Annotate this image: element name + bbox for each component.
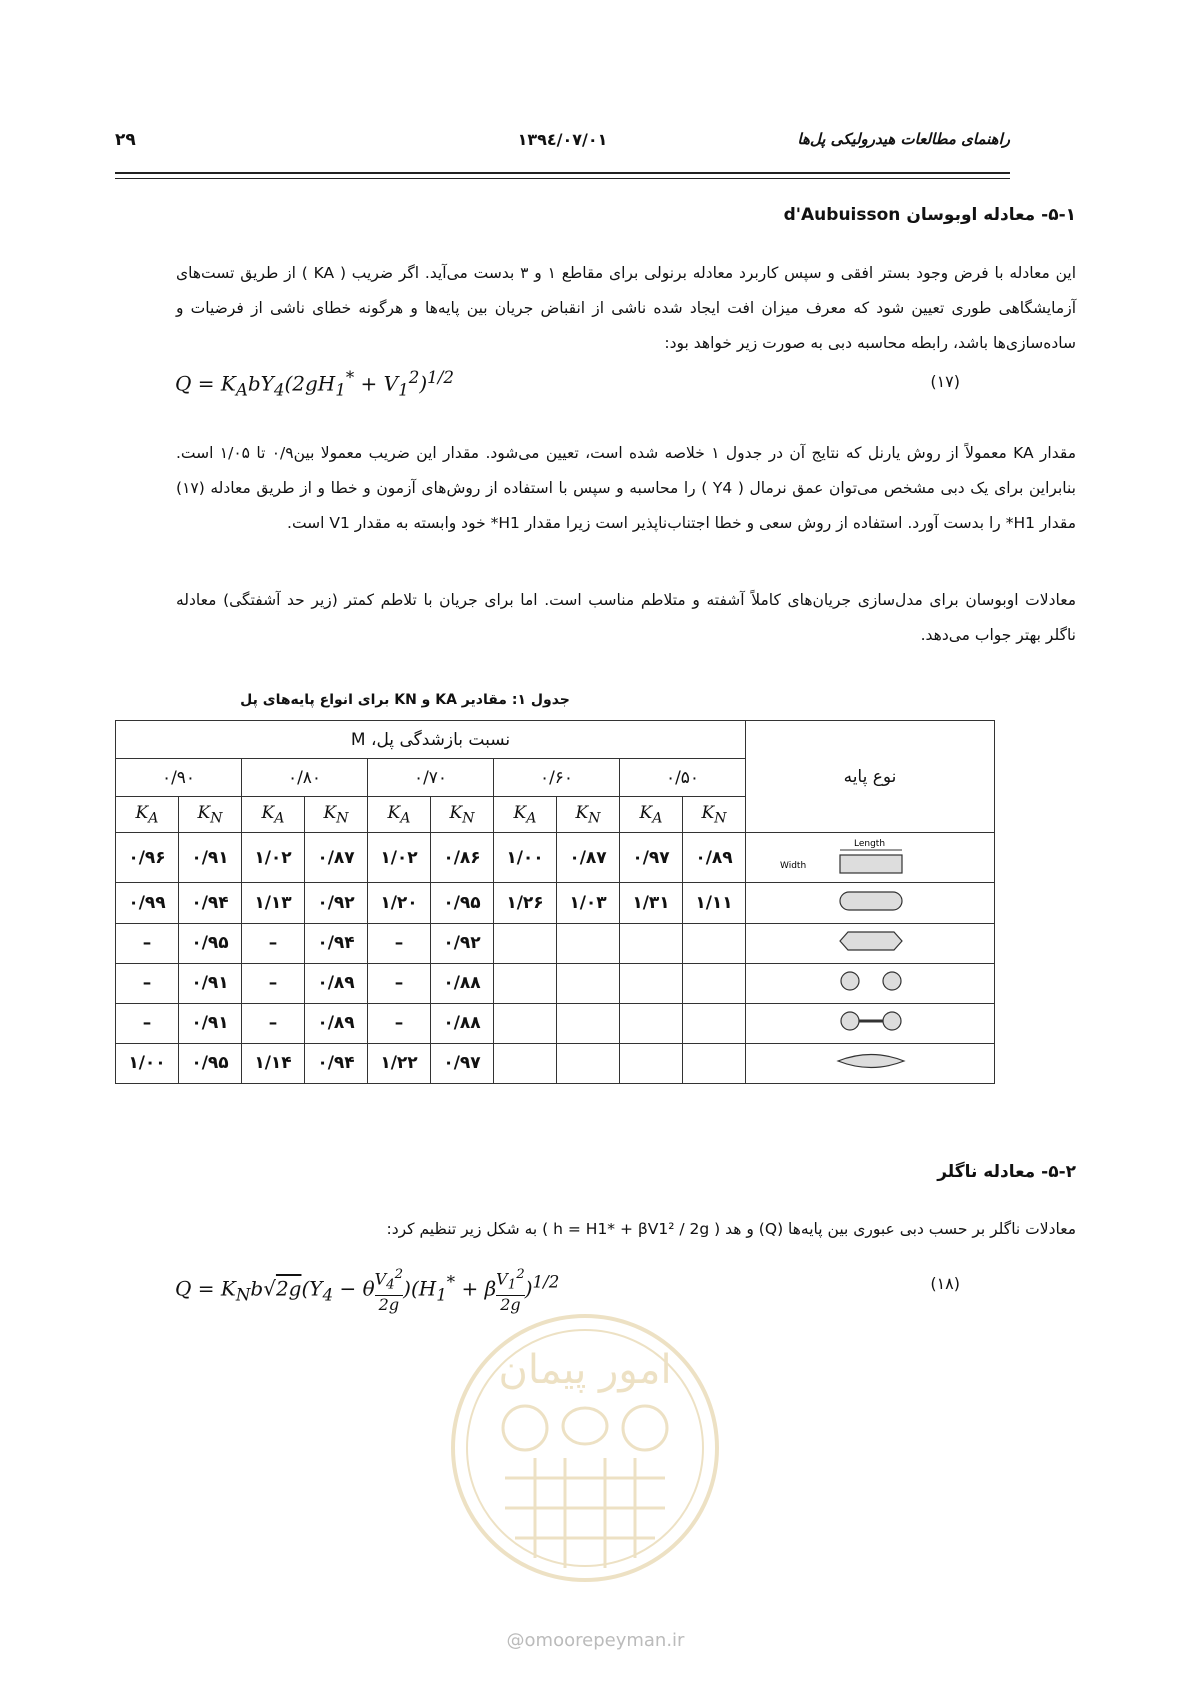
paragraph-text: این معادله با فرض وجود بستر افقی و سپس کاربرد معادله برنولی برای مقاطع ۱ و ۳ بدست می‌آید. اگر ضریب ( KA ) از طریق تست‌های آزمایشگاهی طوری تعیین شود که معرف میزان افت ایجاد شده ناشی از انقباض جریان بین پایه‌ها و هرگونه خطای ناشی از فرضیات و ساده‌سازی‌ها باشد، رابطه محاسبه دبی به صورت زیر خواهد بود: [176,264,1076,352]
table-cell: ۰/۹۷ [431,1043,494,1083]
pier-shape-rect-icon [746,833,995,883]
table-row [116,923,995,963]
table-cell: – [242,923,305,963]
paragraph-text: معادلات اوبوسان برای مدل‌سازی جریان‌های کاملاً آشفته و متلاطم مناسب است. اما برای جریان با تلاطم کمتر (زیر حد آشفتگی) معادله ناگلر بهتر جواب می‌دهد. [176,591,1076,644]
table-cell: ۱/۰۳ [557,883,620,923]
table-cell [494,1003,557,1043]
table-cell: ۰/۹۴ [179,883,242,923]
pier-type-header: نوع پایه [746,721,995,833]
table-cell: ۰/۸۹ [683,833,746,883]
header-title: راهنمای مطالعات هیدرولیکی پل‌ها [797,130,1010,148]
equation-number: (۱۷) [930,372,960,391]
table-cell: ۱/۲۶ [494,883,557,923]
table-cell [620,1003,683,1043]
paragraph-4 [176,1212,1076,1247]
table-cell: ۰/۸۶ [431,833,494,883]
table-cell [683,1043,746,1083]
table-cell: ۰/۹۵ [431,883,494,923]
table-row [116,963,995,1003]
paragraph-1 [176,256,1076,361]
table-cell [620,923,683,963]
page-number: ۲۹ [115,130,136,150]
table-cell: ۱/۱۴ [242,1043,305,1083]
ka-header: $K_A$ [620,797,683,833]
paragraph-2 [176,436,1076,541]
table-row [116,833,995,883]
page-header [115,130,1010,158]
paragraph-text: مقدار KA معمولاً از روش یارنل که نتایج آن در جدول ۱ خلاصه شده است، تعیین می‌شود. مقدار این ضریب معمولا بین۰/۹ تا ۱/۰۵ است. بنابراین برای یک دبی مشخص می‌توان عمق نرمال ( Y4 ) را محاسبه و سپس با استفاده از روش‌های آزمون و خطا و از طریق معادله (۱۷) مقدار H1* را بدست آورد. استفاده از روش سعی و خطا اجتناب‌ناپذیر است زیرا مقدار H1* خود وابسته به مقدار V1 است. [176,444,1077,532]
table-cell [620,963,683,1003]
equation-18-formula: $Q = K_Nb√2g(Y_4 - \theta$ $\frac{V_4^2}{2g}$ )($H_1^* + \beta$ $\frac{V_1^2}{2g}$ )$^{1/2}$ [175,1267,560,1314]
table-cell: ۰/۹۲ [431,923,494,963]
kn-header: $K_N$ [557,797,620,833]
table-cell: – [242,1003,305,1043]
watermark-url: @omoorepeyman.ir [506,1630,685,1651]
table-cell: – [368,1003,431,1043]
kn-header: $K_N$ [431,797,494,833]
table-cell: ۰/۸۷ [305,833,368,883]
ratio-cell: ۰/۶۰ [494,759,620,797]
table-cell: – [368,923,431,963]
table-cell: ۰/۸۷ [557,833,620,883]
pier-shape-hex-icon [746,923,995,963]
table-cell: ۰/۹۱ [179,833,242,883]
table-cell: – [242,963,305,1003]
table-cell: ۰/۹۵ [179,1043,242,1083]
kn-header: $K_N$ [179,797,242,833]
ratio-header: نسبت بازشدگی پل، M [116,721,746,759]
ratio-cell: ۰/۵۰ [620,759,746,797]
header-date: ۱۳۹٤/۰۷/۰۱ [517,130,608,149]
table-cell: – [116,963,179,1003]
table-cell [620,1043,683,1083]
paragraph-3 [176,583,1076,653]
table-cell: ۱/۳۱ [620,883,683,923]
kn-header: $K_N$ [305,797,368,833]
table-row [116,1043,995,1083]
publisher-seal-logo [445,1308,725,1588]
svg-text:Length: Length [854,838,886,849]
table-cell: ۰/۹۴ [305,923,368,963]
table-cell: ۱/۱۳ [242,883,305,923]
table-cell: ۰/۸۸ [431,963,494,1003]
ka-header: $K_A$ [242,797,305,833]
header-rule-thin [115,178,1010,179]
table-cell: ۰/۹۱ [179,963,242,1003]
table-cell: ۱/۲۲ [368,1043,431,1083]
table-cell: – [116,1003,179,1043]
ka-header: $K_A$ [116,797,179,833]
table-cell: ۰/۹۴ [305,1043,368,1083]
header-rule [115,172,1010,174]
table-cell [557,1003,620,1043]
table-cell [494,1043,557,1083]
table-cell: – [116,923,179,963]
table-row [116,1003,995,1043]
table-cell [557,923,620,963]
pier-shape-dumbbell-icon [746,1003,995,1043]
table-cell: ۰/۸۹ [305,963,368,1003]
table-caption: جدول ۱: مقادیر KA و KN برای انواع پایه‌های پل [240,692,570,708]
table-cell: ۰/۹۷ [620,833,683,883]
ratio-cell: ۰/۹۰ [116,759,242,797]
table-cell [683,923,746,963]
section-heading-1: ۵-۱- معادله اوبوسان d'Aubuisson [783,205,1076,225]
table-cell: ۱/۰۰ [494,833,557,883]
paragraph-text: معادلات ناگلر بر حسب دبی عبوری بین پایه‌ها (Q) و هد ( h = H1* + βV1² / 2g ) به شکل زیر تنظیم کرد: [386,1220,1076,1238]
table-cell: ۰/۹۱ [179,1003,242,1043]
table-cell [557,963,620,1003]
ka-header: $K_A$ [368,797,431,833]
table-cell [494,963,557,1003]
pier-shape-circles-icon [746,963,995,1003]
table-cell: ۰/۹۶ [116,833,179,883]
table-cell [494,923,557,963]
equation-17-formula: $Q = K_AbY_4(2gH_1^* + V_1^2)^{1/2}$ [175,368,454,400]
table-row [116,883,995,923]
section-heading-2: ۵-۲- معادله ناگلر [937,1162,1076,1182]
table-cell: ۰/۸۹ [305,1003,368,1043]
svg-text:Width: Width [780,860,807,871]
pier-shape-lens-icon [746,1043,995,1083]
table-cell: ۱/۲۰ [368,883,431,923]
table-cell: ۰/۸۸ [431,1003,494,1043]
table-cell: ۱/۰۲ [242,833,305,883]
table-cell [683,963,746,1003]
pier-coefficients-table [115,720,995,1084]
svg-text:امور پیمان: امور پیمان [498,1347,672,1393]
table-cell: ۰/۹۵ [179,923,242,963]
ratio-cell: ۰/۸۰ [242,759,368,797]
ka-header: $K_A$ [494,797,557,833]
ratio-cell: ۰/۷۰ [368,759,494,797]
equation-18 [115,1262,1010,1312]
table-cell: ۰/۹۲ [305,883,368,923]
table-cell: ۰/۹۹ [116,883,179,923]
equation-17 [115,368,1010,404]
table-cell: ۱/۰۲ [368,833,431,883]
pier-shape-rounded-icon [746,883,995,923]
table-cell [557,1043,620,1083]
table-cell: ۱/۰۰ [116,1043,179,1083]
table-cell: – [368,963,431,1003]
table-cell: ۱/۱۱ [683,883,746,923]
kn-header: $K_N$ [683,797,746,833]
table-cell [683,1003,746,1043]
equation-number: (۱۸) [930,1274,960,1293]
